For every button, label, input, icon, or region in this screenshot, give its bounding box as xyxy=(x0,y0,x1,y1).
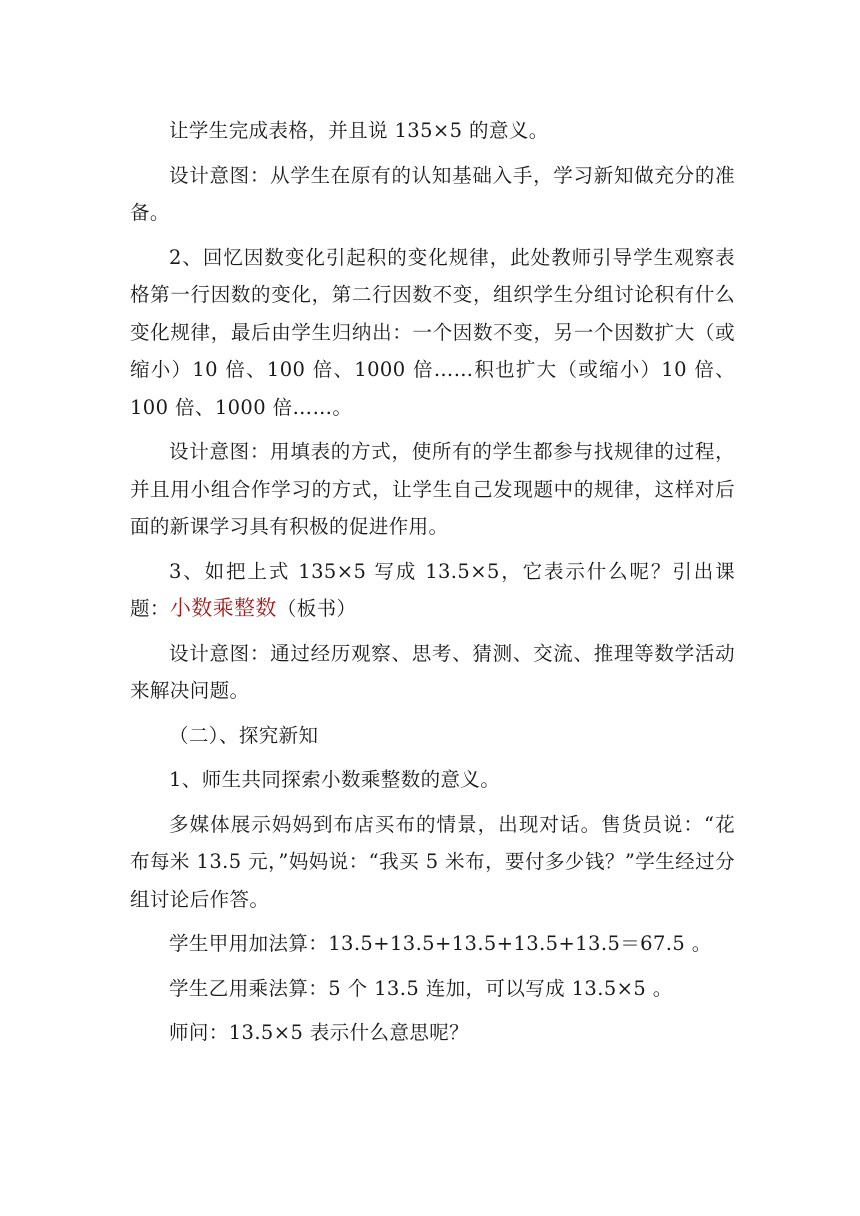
board-note: （板书） xyxy=(276,597,357,620)
paragraph-teacher-question: 师问：13.5×5 表示什么意思呢？ xyxy=(169,1021,470,1044)
paragraph-student-b: 学生乙用乘法算：5 个 13.5 连加，可以写成 13.5×5 。 xyxy=(169,976,673,1000)
paragraph-design-intent-3: 设计意图：通过经历观察、思考、猜测、交流、推理等数学活动来解决问题。 xyxy=(130,641,735,702)
paragraph-task: 让学生完成表格，并且说 135×5 的意义。 xyxy=(169,119,549,142)
section-heading: （二）、探究新知 xyxy=(169,723,319,747)
paragraph-design-intent-2: 设计意图：用填表的方式，使所有的学生都参与找规律的过程，并且用小组合作学习的方式，让学生自己发现题中的规律，这样对后面的新课学习具有积极的促进作用。 xyxy=(130,440,735,538)
paragraph-step-2: 2、回忆因数变化引起积的变化规律，此处教师引导学生观察表格第一行因数的变化，第二行因数不变，组织学生分组讨论积有什么变化规律，最后由学生归纳出：一个因数不变，另一个因数扩大（或缩小）10 倍、100 倍、1000 倍……积也扩大（或缩小）10 倍、100 倍、1000 倍……。 xyxy=(130,245,735,419)
paragraph-step-3 xyxy=(130,553,735,628)
paragraph-student-a: 学生甲用加法算：13.5+13.5+13.5+13.5+13.5＝67.5 。 xyxy=(169,932,712,955)
step-3-text: 3、如把上式 135×5 写成 13.5×5，它表示什么呢？引出课题： xyxy=(130,559,735,620)
lesson-title: 小数乘整数 xyxy=(169,596,277,620)
paragraph-design-intent-1: 设计意图：从学生在原有的认知基础入手，学习新知做充分的准备。 xyxy=(130,163,735,224)
paragraph-scenario: 多媒体展示妈妈到布店买布的情景，出现对话。售货员说：“花布每米 13.5 元，”妈妈说：“我买 5 米布，要付多少钱？”学生经过分组讨论后作答。 xyxy=(130,812,735,911)
paragraph-explore-1: 1、师生共同探索小数乘整数的意义。 xyxy=(169,768,501,791)
document-page xyxy=(130,112,735,1059)
